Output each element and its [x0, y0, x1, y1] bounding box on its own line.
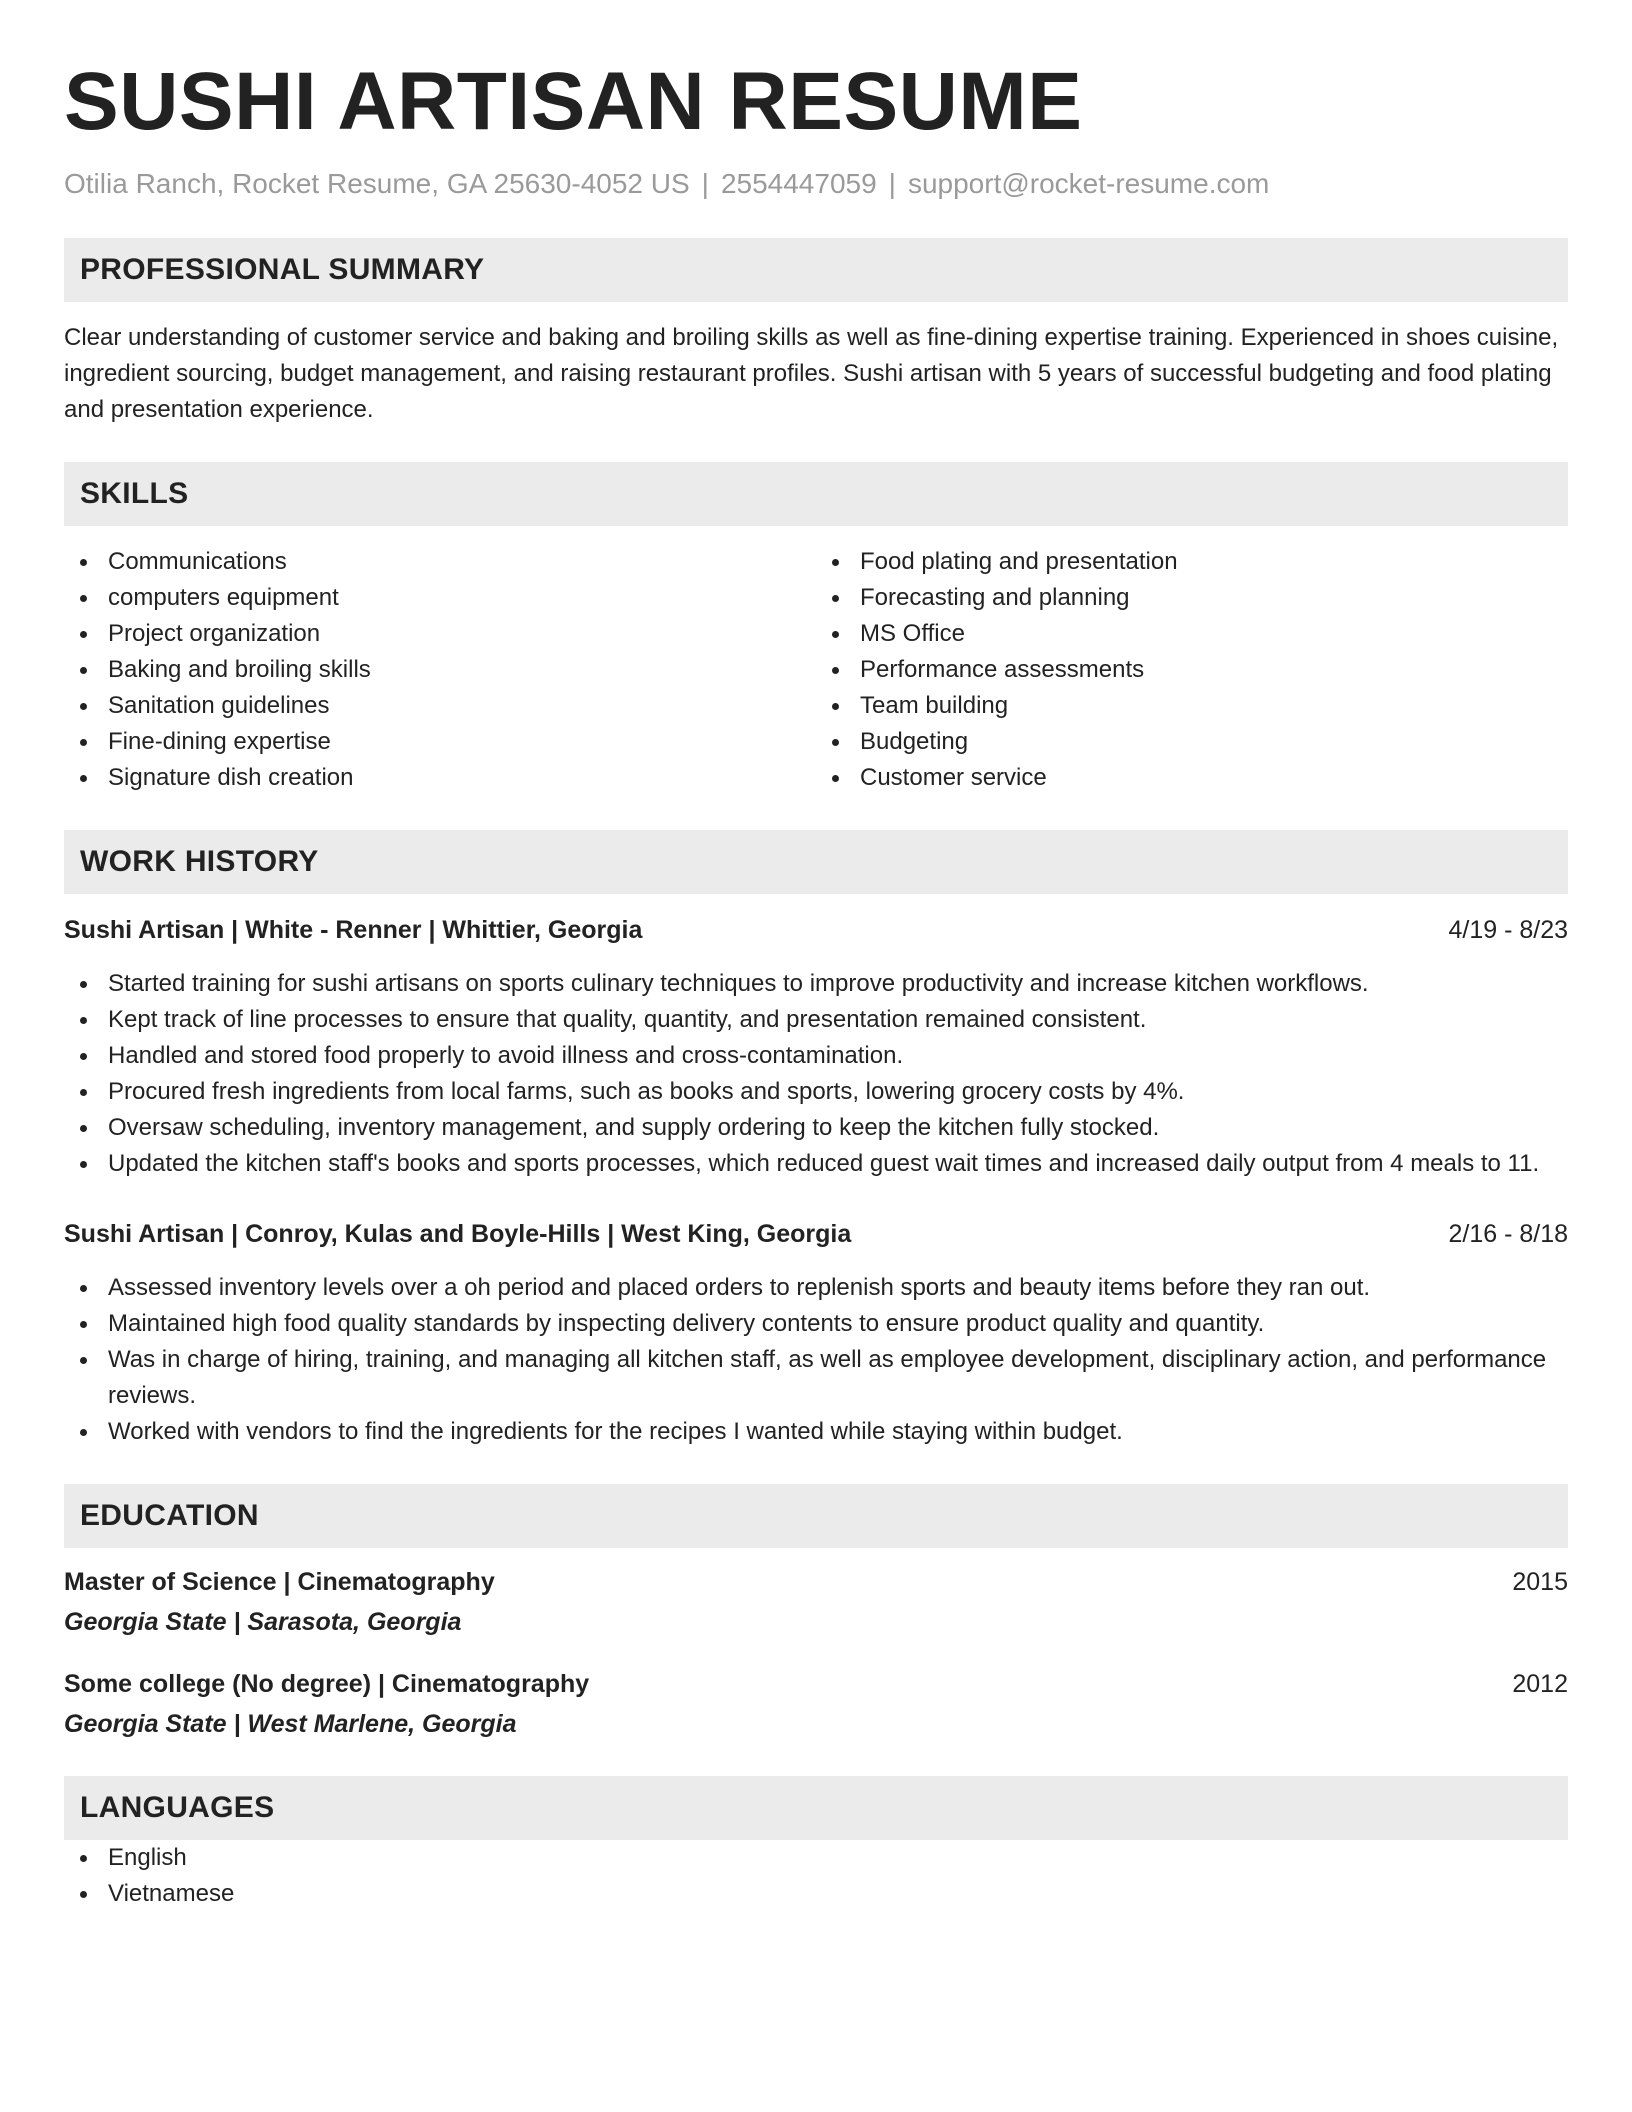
job-bullet: Was in charge of hiring, training, and managing all kitchen staff, as well as employee development, disciplinary action, and performance reviews.: [64, 1342, 1568, 1414]
summary-section-header: [64, 238, 1568, 302]
languages-heading: LANGUAGES: [80, 1791, 275, 1824]
skill-item: Customer service: [816, 760, 1568, 796]
skills-section-header: [64, 462, 1568, 526]
job-header: [64, 912, 1568, 948]
education-degree: Master of Science | Cinematography: [64, 1568, 495, 1596]
job-bullet: Procured fresh ingredients from local farms, such as books and sports, lowering grocery costs by 4%.: [64, 1074, 1568, 1110]
skills-list: [64, 544, 1568, 796]
language-item: English: [64, 1840, 1568, 1876]
language-item: Vietnamese: [64, 1876, 1568, 1912]
work-heading: WORK HISTORY: [80, 845, 319, 878]
job-bullet: Maintained high food quality standards by inspecting delivery contents to ensure product quality and quantity.: [64, 1306, 1568, 1342]
job-title: Sushi Artisan | Conroy, Kulas and Boyle-Hills | West King, Georgia: [64, 1220, 852, 1248]
job-bullet: Kept track of line processes to ensure that quality, quantity, and presentation remained consistent.: [64, 1002, 1568, 1038]
contact-separator: |: [888, 168, 896, 199]
skills-heading: SKILLS: [80, 477, 189, 510]
skill-item: Baking and broiling skills: [64, 652, 816, 688]
skills-column-left: [64, 544, 816, 796]
skill-item: Communications: [64, 544, 816, 580]
job-header: [64, 1216, 1568, 1252]
languages-section-header: [64, 1776, 1568, 1840]
education-school: Georgia State | West Marlene, Georgia: [64, 1710, 517, 1738]
job-entry: [64, 912, 1568, 1182]
contact-address: Otilia Ranch, Rocket Resume, GA 25630-4052 US: [64, 168, 690, 199]
contact-separator: |: [701, 168, 709, 199]
education-header: [64, 1666, 1568, 1702]
skill-item: Forecasting and planning: [816, 580, 1568, 616]
education-entry: [64, 1666, 1568, 1742]
job-dates: 2/16 - 8/18: [1448, 1220, 1568, 1248]
skill-item: Sanitation guidelines: [64, 688, 816, 724]
job-bullet: Assessed inventory levels over a oh period and placed orders to replenish sports and beauty items before they ran out.: [64, 1270, 1568, 1306]
resume-title: SUSHI ARTISAN RESUME: [64, 56, 1083, 147]
skills-column-right: [816, 544, 1568, 796]
job-entry: [64, 1216, 1568, 1450]
contact-phone: 2554447059: [720, 168, 877, 199]
education-year: 2012: [1512, 1670, 1568, 1698]
summary-text: Clear understanding of customer service and baking and broiling skills as well as fine-dining expertise training. Experienced in shoes cuisine, ingredient sourcing, budget management, and raising restaurant profiles. Sushi artisan with 5 years of successful budgeting and food plating and presentation experience.: [64, 324, 1559, 423]
skill-item: Fine-dining expertise: [64, 724, 816, 760]
job-bullet: Handled and stored food properly to avoid illness and cross-contamination.: [64, 1038, 1568, 1074]
skill-item: MS Office: [816, 616, 1568, 652]
job-bullets: [64, 1270, 1568, 1450]
summary-heading: PROFESSIONAL SUMMARY: [80, 253, 485, 286]
education-year: 2015: [1512, 1568, 1568, 1596]
education-degree: Some college (No degree) | Cinematography: [64, 1670, 590, 1698]
job-title: Sushi Artisan | White - Renner | Whittier, Georgia: [64, 916, 643, 944]
work-section-header: [64, 830, 1568, 894]
job-bullet: Started training for sushi artisans on sports culinary techniques to improve productivity and increase kitchen workflows.: [64, 966, 1568, 1002]
skill-item: Team building: [816, 688, 1568, 724]
job-bullet: Worked with vendors to find the ingredients for the recipes I wanted while staying within budget.: [64, 1414, 1568, 1450]
education-school: Georgia State | Sarasota, Georgia: [64, 1608, 462, 1636]
job-dates: 4/19 - 8/23: [1448, 916, 1568, 944]
skill-item: Project organization: [64, 616, 816, 652]
contact-line: [64, 164, 1568, 204]
skill-item: Performance assessments: [816, 652, 1568, 688]
contact-email: support@rocket-resume.com: [907, 168, 1270, 199]
skill-item: Budgeting: [816, 724, 1568, 760]
education-heading: EDUCATION: [80, 1499, 259, 1532]
job-bullet: Updated the kitchen staff's books and sports processes, which reduced guest wait times and increased daily output from 4 meals to 11.: [64, 1146, 1568, 1182]
job-bullets: [64, 966, 1568, 1182]
skill-item: computers equipment: [64, 580, 816, 616]
job-bullet: Oversaw scheduling, inventory management, and supply ordering to keep the kitchen fully stocked.: [64, 1110, 1568, 1146]
skill-item: Food plating and presentation: [816, 544, 1568, 580]
skill-item: Signature dish creation: [64, 760, 816, 796]
languages-list: [64, 1840, 1568, 1912]
education-entry: [64, 1564, 1568, 1640]
education-header: [64, 1564, 1568, 1600]
education-section-header: [64, 1484, 1568, 1548]
